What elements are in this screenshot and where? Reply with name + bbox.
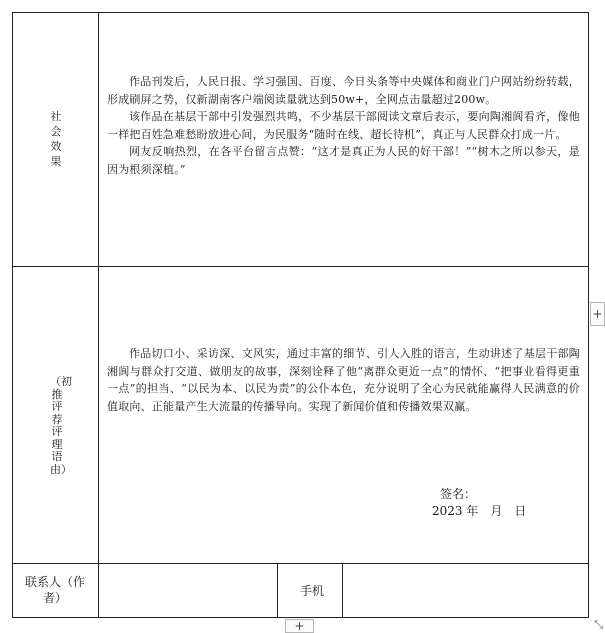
social-effect-paragraph: 作品刊发后，人民日报、学习强国、百度、今日头条等中央媒体和商业门户网站纷纷转载，形成刷屏之势，仅新湖南客户端阅读量就达到50w+，全网点击量超过200w。 bbox=[107, 75, 580, 106]
recommendation-label: （初推评荐评理语由） bbox=[50, 375, 72, 476]
date-line: 2023 年 月 日 bbox=[432, 504, 527, 518]
table-left-border bbox=[12, 12, 13, 618]
signature-label: 签名： bbox=[440, 487, 477, 501]
table-resize-handle[interactable] bbox=[592, 618, 605, 632]
social-effect-content bbox=[107, 73, 580, 178]
social-effect-label: 社会效果 bbox=[50, 110, 62, 168]
recommendation-text: 作品切口小、采访深、文风实，通过丰富的细节、引人入胜的语言，生动讲述了基层干部陶湘阆与群众打交道、做朋友的故事，深刻诠释了他“离群众更近一点”的情怀、“把事业看得更重一点”的担当、“以民为本、以民为责”的公仆本色，充分说明了全心为民就能赢得人民满意的价值取向、正能量产生大流量的传播导向。实现了新闻价值和传播效果双赢。 bbox=[107, 347, 580, 413]
label-column-divider bbox=[98, 12, 99, 618]
social-effect-paragraph: 该作品在基层干部中引发强烈共鸣，不少基层干部阅读文章后表示，要向陶湘阆看齐，像他一样把百姓急难愁盼放进心间，为民服务“随时在线、超长待机”，真正与人民群众打成一片。 bbox=[107, 110, 580, 141]
add-row-button[interactable] bbox=[285, 619, 314, 633]
contact-divider-1 bbox=[277, 563, 278, 618]
phone-label: 手机 bbox=[300, 584, 325, 598]
resize-icon: ⤡ bbox=[594, 618, 603, 631]
add-column-button[interactable] bbox=[590, 302, 605, 326]
table-right-border bbox=[588, 12, 589, 618]
plus-icon: + bbox=[294, 619, 305, 633]
contact-label: 联系人（作者） bbox=[24, 575, 85, 605]
contact-divider-2 bbox=[342, 563, 343, 618]
recommendation-content bbox=[107, 345, 580, 415]
social-effect-paragraph: 网友反响热烈，在各平台留言点赞：“这才是真正为人民的好干部！”“树木之所以参天，是因为根须深植。” bbox=[107, 145, 580, 176]
plus-icon: + bbox=[592, 307, 603, 321]
